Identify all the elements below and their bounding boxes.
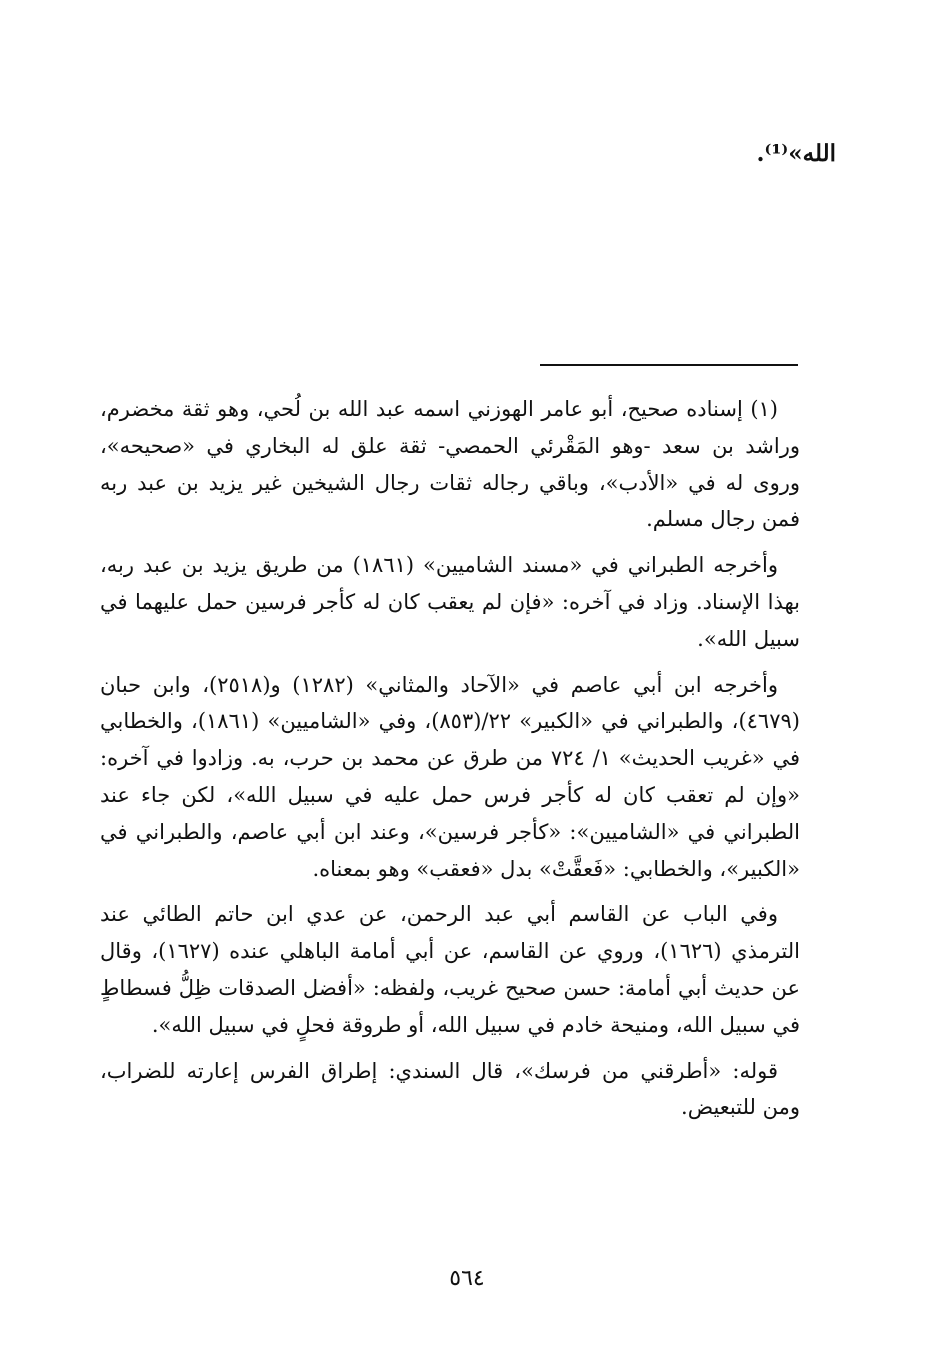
footnote-paragraph: قوله: «أطرقني من فرسك»، قال السندي: إطراق الفرس إعارته للضراب، ومن للتبعيض.: [100, 1058, 800, 1120]
footnotes: [100, 391, 800, 1135]
footnote-paragraph: وأخرجه ابن أبي عاصم في «الآحاد والمثاني» (١٢٨٢) و(٢٥١٨)، وابن حبان (٤٦٧٩)، والطبراني في «الكبير» ٢٢/(٨٥٣)، وفي «الشاميين» (١٨٦١)، والخطابي في «غريب الحديث» ١/ ٧٢٤ من طرق عن محمد بن حرب، به. وزادوا في آخره: «وإن لم تعقب كان له كأجر فرس حمل عليه في سبيل الله»، لكن جاء عند الطبراني في «الشاميين»: «كأجر فرسين»، وعند ابن أبي عاصم، والطبراني في «الكبير»، والخطابي: «فَعقَّتْ» بدل «فعقب» وهو بمعناه.: [100, 672, 800, 881]
footnote-paragraph: وفي الباب عن القاسم أبي عبد الرحمن، عن عدي ابن حاتم الطائي عند الترمذي (١٦٢٦)، وروي عن القاسم، عن أبي أمامة الباهلي عنده (١٦٢٧)، وقال عن حديث أبي أمامة: حسن صحيح غريب، ولفظه: «أفضل الصدقات ظِلُّ فسطاطٍ في سبيل الله، ومنيحة خادم في سبيل الله، أو طروقة فحلٍ في سبيل الله».: [100, 902, 800, 1037]
footnote-separator: [540, 364, 798, 366]
main-text-line: الله»⁽¹⁾.: [756, 140, 836, 167]
page-number: ٥٦٤: [449, 1266, 485, 1291]
footnote-paragraph: (١) إسناده صحيح، أبو عامر الهوزني اسمه عبد الله بن لُحي، وهو ثقة مخضرم، وراشد بن سعد -وهو المَقْرئي الحمصي- ثقة علق له البخاري في «صحيحه»، وروى له في «الأدب»، وباقي رجاله ثقات رجال الشيخين غير يزيد بن عبد ربه فمن رجال مسلم.: [100, 397, 800, 532]
footnote-paragraph: وأخرجه الطبراني في «مسند الشاميين» (١٨٦١) من طريق يزيد بن عبد ربه، بهذا الإسناد. وزاد في آخره: «فإن لم يعقب كان له كأجر فرسين حمل عليهما في سبيل الله».: [100, 553, 800, 651]
